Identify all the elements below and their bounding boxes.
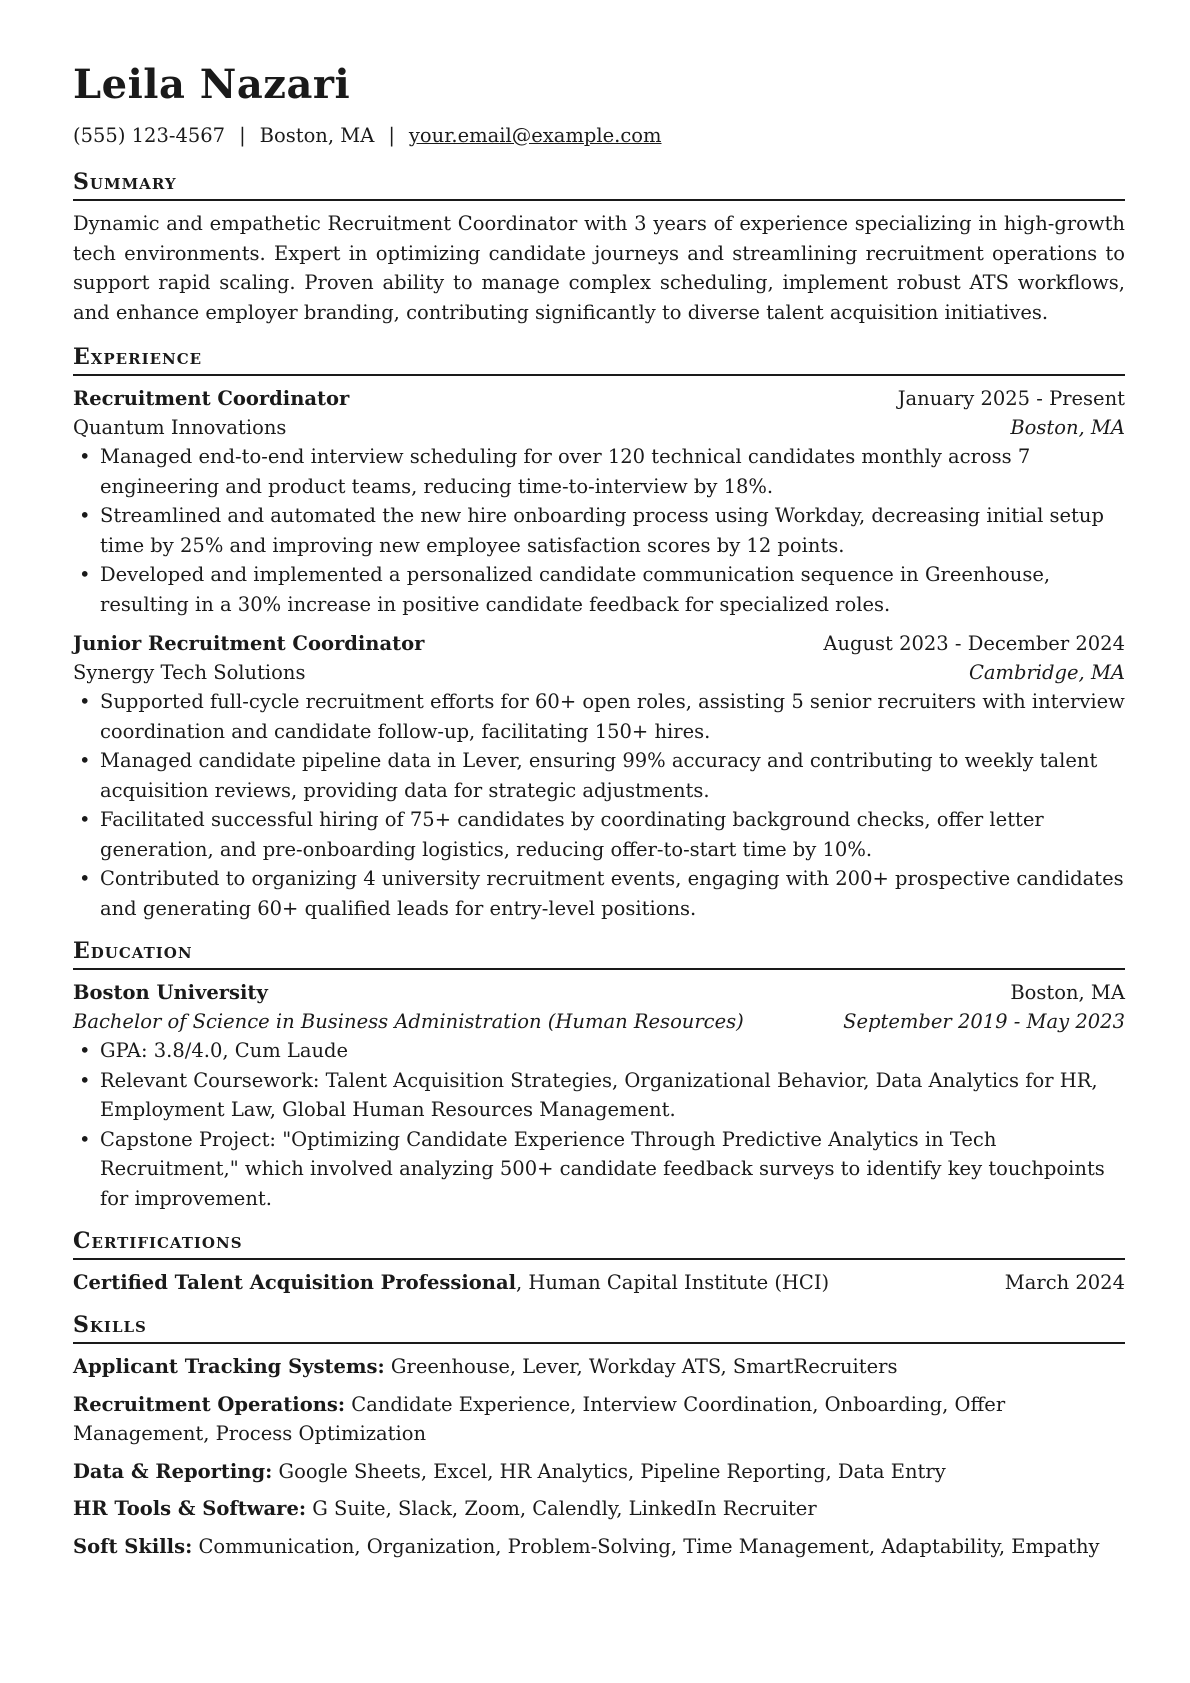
summary-text: Dynamic and empathetic Recruitment Coordinator with 3 years of experience specializing in high-growth tech environments. Expert in optimizing candidate journeys and streamlining recruitment operations to support rapid scaling. Proven ability to manage complex scheduling, implement robust ATS workflows, and enhance employer branding, contributing significantly to diverse talent acquisition initiatives. [73, 212, 1125, 324]
bullet-item: • Managed candidate pipeline data in Lever, ensuring 99% accuracy and contributing to weekly talent acquisition reviews, providing data for strategic adjustments. [73, 746, 1125, 805]
skill-value: Greenhouse, Lever, Workday ATS, SmartRecruiters [384, 1355, 898, 1378]
skill-label: Soft Skills: [73, 1534, 193, 1558]
contact-line [73, 122, 1125, 150]
skill-label: HR Tools & Software: [73, 1497, 307, 1520]
certification-row [73, 1268, 1125, 1297]
skill-label: Recruitment Operations: [73, 1392, 346, 1416]
job-location: Boston, MA [1010, 416, 1125, 439]
school-location: Boston, MA [1010, 981, 1125, 1004]
skills-list [73, 1352, 1125, 1561]
skill-label: Applicant Tracking Systems: [73, 1355, 385, 1378]
skill-line [73, 1494, 1125, 1524]
job-dates: August 2023 - December 2024 [823, 632, 1125, 655]
experience-entry [73, 384, 1125, 619]
job-title-row [73, 629, 1125, 658]
bullet-item: • GPA: 3.8/4.0, Cum Laude [73, 1036, 1125, 1066]
skill-line [73, 1352, 1125, 1382]
bullet-item: • Relevant Coursework: Talent Acquisition Strategies, Organizational Behavior, Data Analytics for HR, Employment Law, Global Human Resources Management. [73, 1066, 1125, 1125]
education-entry [73, 978, 1125, 1213]
skill-value: Communication, Organization, Problem-Solving, Time Management, Adaptability, Empathy [192, 1534, 1100, 1558]
company-name: Quantum Innovations [73, 416, 287, 439]
bullet-item: • Capstone Project: "Optimizing Candidate Experience Through Predictive Analytics in Tech Recruitment," which involved analyzing 500+ candidate feedback surveys to identify key touchpoints for improvement. [73, 1125, 1125, 1214]
certification-name: Certified Talent Acquisition Professional [73, 1271, 517, 1294]
bullet-item: • Managed end-to-end interview scheduling for over 120 technical candidates monthly across 7 engineering and product teams, reducing time-to-interview by 18%. [73, 442, 1125, 501]
skill-value: G Suite, Slack, Zoom, Calendly, LinkedIn Recruiter [306, 1497, 817, 1520]
job-bullets [73, 442, 1125, 619]
phone-number: (555) 123-4567 [73, 124, 226, 147]
bullet-item: • Supported full-cycle recruitment efforts for 60+ open roles, assisting 5 senior recruiters with interview coordination and candidate follow-up, facilitating 150+ hires. [73, 687, 1125, 746]
location: Boston, MA [259, 124, 375, 147]
skill-value: Google Sheets, Excel, HR Analytics, Pipeline Reporting, Data Entry [272, 1459, 946, 1483]
company-row [73, 658, 1125, 687]
skill-value: Candidate Experience, Interview Coordination, Onboarding, Offer Management, Process Optimization [73, 1392, 1006, 1445]
certification-date: March 2024 [1004, 1271, 1125, 1294]
company-name: Synergy Tech Solutions [73, 661, 306, 684]
job-dates: January 2025 - Present [897, 387, 1125, 410]
section-heading-skills: Skills [73, 1309, 1125, 1344]
experience-entry [73, 629, 1125, 923]
section-heading-summary: Summary [73, 166, 1125, 201]
section-heading-certifications: Certifications [73, 1225, 1125, 1260]
education-dates: September 2019 - May 2023 [843, 1010, 1125, 1033]
bullet-item: • Contributed to organizing 4 university recruitment events, engaging with 200+ prospective candidates and generating 60+ qualified leads for entry-level positions. [73, 864, 1125, 923]
separator: | [239, 124, 246, 147]
skill-label: Data & Reporting: [73, 1459, 273, 1483]
job-title-row [73, 384, 1125, 413]
candidate-name: Leila Nazari [73, 61, 351, 108]
certification-issuer: , Human Capital Institute (HCI) [516, 1271, 830, 1294]
certification [73, 1268, 829, 1297]
job-title: Junior Recruitment Coordinator [73, 632, 425, 655]
resume-page [73, 0, 1125, 1561]
education-bullets [73, 1036, 1125, 1213]
bullet-item: • Developed and implemented a personalized candidate communication sequence in Greenhouse, resulting in a 30% increase in positive candidate feedback for specialized roles. [73, 560, 1125, 619]
job-location: Cambridge, MA [968, 661, 1125, 684]
section-heading-experience: Experience [73, 341, 1125, 376]
job-title: Recruitment Coordinator [73, 387, 350, 410]
job-bullets [73, 687, 1125, 923]
bullet-item: • Facilitated successful hiring of 75+ candidates by coordinating background checks, offer letter generation, and pre-onboarding logistics, reducing offer-to-start time by 10%. [73, 805, 1125, 864]
skill-line [73, 1532, 1125, 1562]
section-heading-education: Education [73, 935, 1125, 970]
email-link[interactable]: your.email@example.com [408, 124, 662, 147]
bullet-item: • Streamlined and automated the new hire onboarding process using Workday, decreasing initial setup time by 25% and improving new employee satisfaction scores by 12 points. [73, 501, 1125, 560]
company-row [73, 413, 1125, 442]
skill-line [73, 1457, 1125, 1487]
school-row [73, 978, 1125, 1007]
school-name: Boston University [73, 981, 268, 1004]
degree: Bachelor of Science in Business Administration (Human Resources) [73, 1010, 744, 1033]
degree-row [73, 1007, 1125, 1036]
skill-line [73, 1390, 1125, 1449]
separator: | [388, 124, 395, 147]
